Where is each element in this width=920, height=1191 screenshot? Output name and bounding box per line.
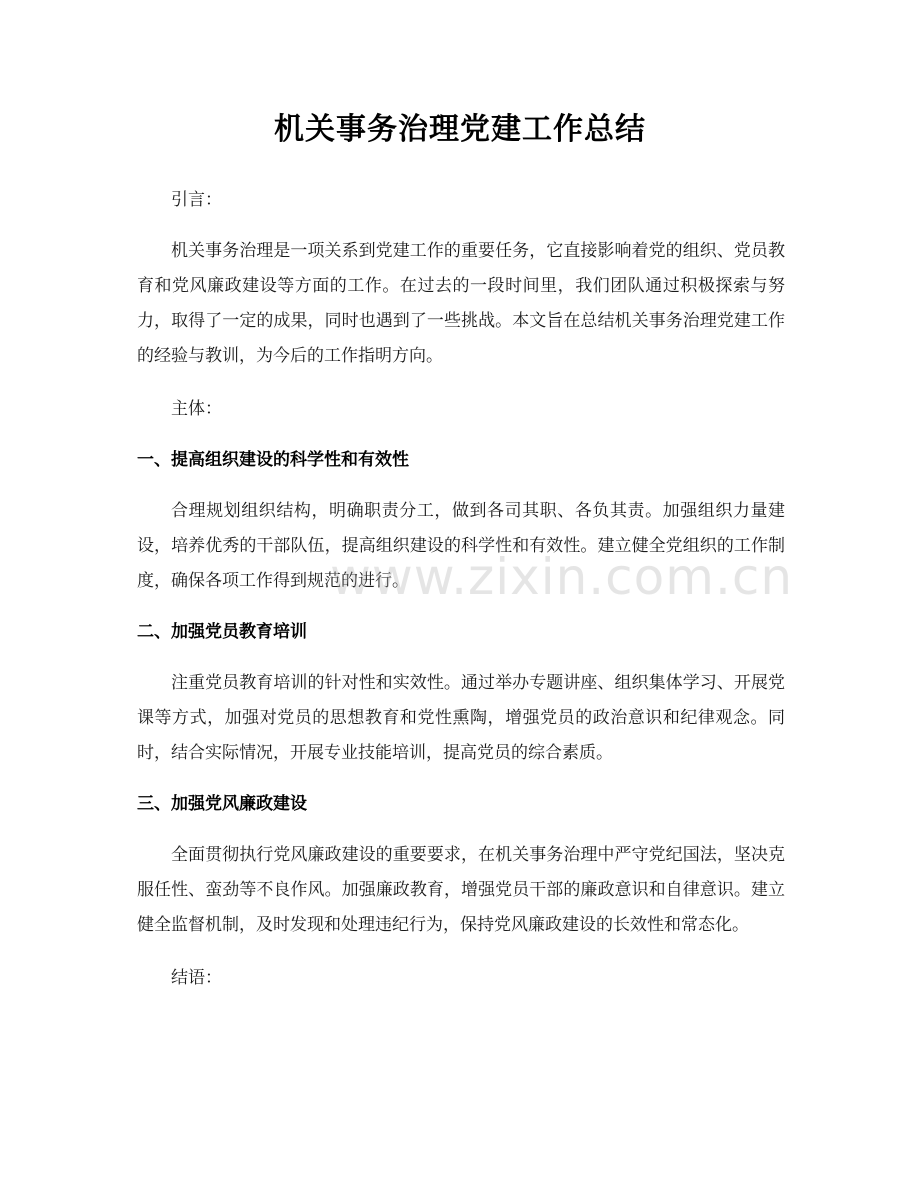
body-label: 主体： [171, 399, 222, 419]
document-body [137, 183, 785, 996]
section-paragraph-3: 全面贯彻执行党风廉政建设的重要要求，在机关事务治理中严守党纪国法，坚决克服任性、蛮劲等不良作风。加强廉政教育，增强党员干部的廉政意识和自律意识。建立健全监督机制，及时发现和处理违纪行为，保持党风廉政建设的长效性和常态化。 [137, 845, 785, 935]
intro-label: 引言： [171, 190, 222, 210]
section-heading-1: 一、提高组织建设的科学性和有效性 [137, 450, 409, 470]
section-paragraph-1: 合理规划组织结构，明确职责分工，做到各司其职、各负其责。加强组织力量建设，培养优秀的干部队伍，提高组织建设的科学性和有效性。建立健全党组织的工作制度，确保各项工作得到规范的进行。 [137, 501, 785, 591]
watermark-text: www.zixin.com.cn [330, 548, 794, 606]
conclusion-label: 结语： [171, 968, 222, 988]
section-heading-2: 二、加强党员教育培训 [137, 622, 307, 642]
document-title: 机关事务治理党建工作总结 [274, 112, 646, 147]
intro-paragraph: 机关事务治理是一项关系到党建工作的重要任务，它直接影响着党的组织、党员教育和党风廉政建设等方面的工作。在过去的一段时间里，我们团队通过积极探索与努力，取得了一定的成果，同时也遇到了一些挑战。本文旨在总结机关事务治理党建工作的经验与教训，为今后的工作指明方向。 [137, 241, 785, 366]
section-paragraph-2: 注重党员教育培训的针对性和实效性。通过举办专题讲座、组织集体学习、开展党课等方式，加强对党员的思想教育和党性熏陶，增强党员的政治意识和纪律观念。同时，结合实际情况，开展专业技能培训，提高党员的综合素质。 [137, 673, 785, 763]
section-heading-3: 三、加强党风廉政建设 [137, 794, 307, 814]
